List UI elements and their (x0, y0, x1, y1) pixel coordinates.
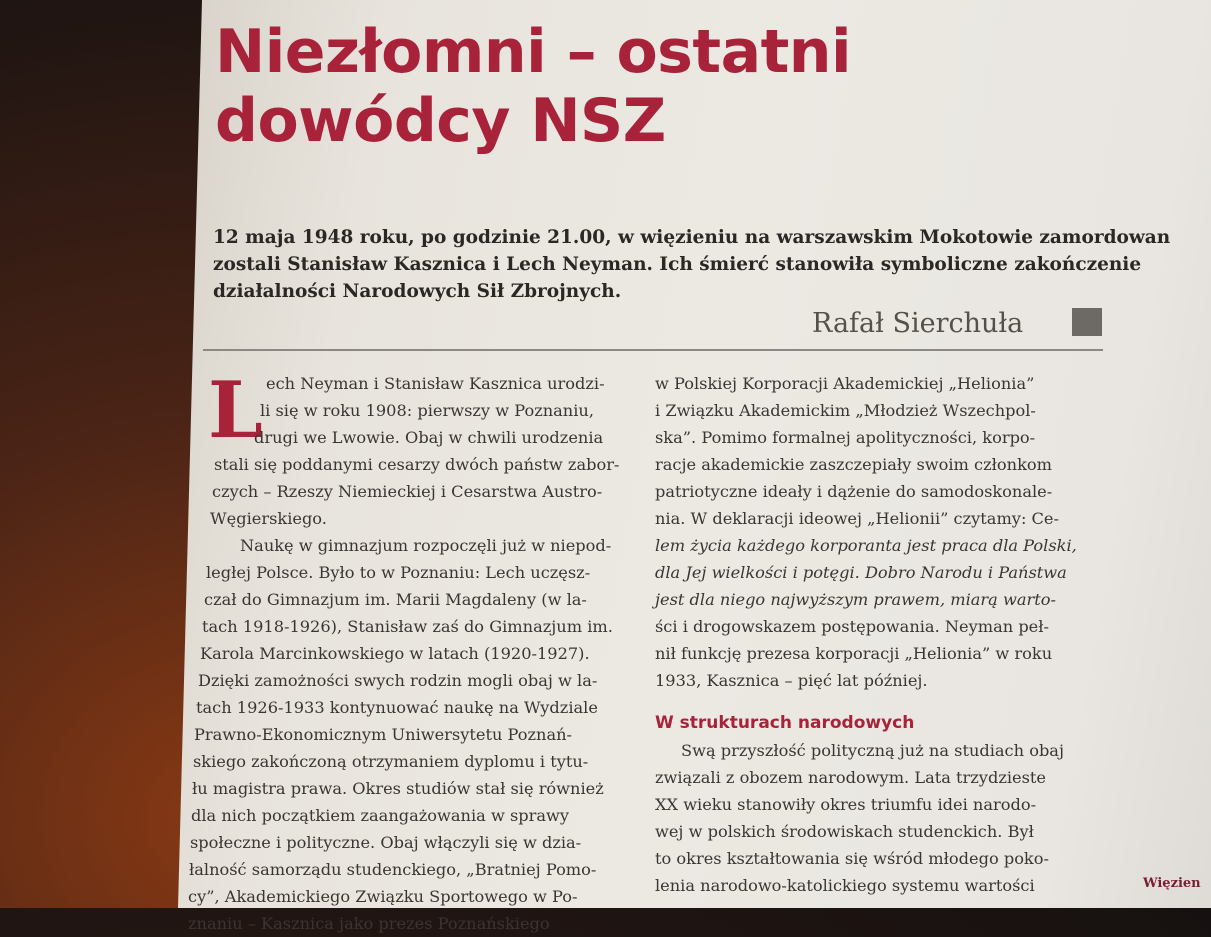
author-name: Rafał Sierchuła (812, 308, 1024, 339)
title-line-2: dowódcy NSZ (215, 86, 666, 156)
col1-line: ległej Polsce. Było to w Poznaniu: Lech uczęsz- (206, 563, 591, 582)
col1-line: tach 1918-1926), Stanisław zaś do Gimnazjum im. (202, 617, 613, 636)
lead-line-2: zostali Stanisław Kasznica i Lech Neyman. Ich śmierć stanowiła symboliczne zakończenie (213, 254, 1142, 275)
col1-line: li się w roku 1908: pierwszy w Poznaniu, (260, 401, 594, 420)
col1-line: skiego zakończoną otrzymaniem dyplomu i tytu- (193, 752, 589, 771)
col2-line: lenia narodowo-katolickiego systemu wartości (655, 876, 1035, 895)
col1-line: czał do Gimnazjum im. Marii Magdaleny (w la- (204, 590, 587, 609)
col2-line: w Polskiej Korporacji Akademickiej „Helionia” (655, 374, 1035, 393)
col2-line: nił funkcję prezesa korporacji „Helionia” w roku (655, 644, 1053, 663)
article-lead (213, 224, 1211, 305)
col1-line: łalność samorządu studenckiego, „Bratniej Pomo- (189, 860, 597, 879)
col1-line: Węgierskiego. (210, 509, 327, 528)
col2-line: nia. W deklaracji ideowej „Helionii” czytamy: Ce- (655, 509, 1059, 528)
lead-line-3: działalności Narodowych Sił Zbrojnych. (213, 281, 622, 302)
col2-line: XX wieku stanowiły okres triumfu idei narodo- (655, 795, 1037, 814)
col1-line: Naukę w gimnazjum rozpoczęli już w niepod- (240, 536, 612, 555)
col2-line: ści i drogowskazem postępowania. Neyman peł- (655, 617, 1049, 636)
col1-line: społeczne i polityczne. Obaj włączyli się w dzia- (190, 833, 582, 852)
lead-line-1: 12 maja 1948 roku, po godzinie 21.00, w więzieniu na warszawskim Mokotowie zamordowan (213, 227, 1171, 248)
col1-line: drugi we Lwowie. Obaj w chwili urodzenia (254, 428, 604, 447)
col1-line: Dzięki zamożności swych rodzin mogli obaj w la- (198, 671, 598, 690)
col2-line: Swą przyszłość polityczną już na studiach obaj (681, 741, 1064, 760)
col2-line: ska”. Pomimo formalnej apolityczności, korpo- (655, 428, 1036, 447)
col1-line: łu magistra prawa. Okres studiów stał się również (192, 779, 604, 798)
col2-line: lem życia każdego korporanta jest praca dla Polski, (655, 536, 1077, 555)
col1-line: stali się poddanymi cesarzy dwóch państw zabor- (214, 455, 620, 474)
author-end-mark (1072, 308, 1102, 336)
title-line-1: Niezłomni – ostatni (215, 17, 852, 87)
col2-line: wej w polskich środowiskach studenckich. Był (655, 822, 1034, 841)
column-1 (188, 365, 638, 937)
col2-line: patriotyczne ideały i dążenie do samodoskonale- (655, 482, 1053, 501)
col1-line: cy”, Akademickiego Związku Sportowego w Po- (188, 887, 578, 906)
col1-line: czych – Rzeszy Niemieckiej i Cesarstwa Austro- (212, 482, 603, 501)
col1-line: dla nich początkiem zaangażowania w sprawy (191, 806, 570, 825)
column-2 (655, 370, 1105, 899)
col2-line: i Związku Akademickim „Młodzież Wszechpol- (655, 401, 1036, 420)
col1-line: tach 1926-1933 kontynuować naukę na Wydziale (196, 698, 598, 717)
col2-line: jest dla niego najwyższym prawem, miarą warto- (655, 590, 1056, 609)
col2-line: to okres kształtowania się wśród młodego poko- (655, 849, 1049, 868)
col2-line: dla Jej wielkości i potęgi. Dobro Narodu i Państwa (655, 563, 1067, 582)
article-title (215, 18, 851, 156)
col1-line: ech Neyman i Stanisław Kasznica urodzi- (266, 374, 605, 393)
header-divider (203, 349, 1103, 351)
col2-line: 1933, Kasznica – pięć lat później. (655, 671, 928, 690)
section-subheading: W strukturach narodowych (655, 713, 915, 733)
col1-line: znaniu – Kasznica jako prezes Poznańskiego (188, 914, 550, 933)
col1-line: Karola Marcinkowskiego w latach (1920-1927). (200, 644, 590, 663)
drop-cap: L (208, 365, 263, 456)
col2-line: związali z obozem narodowym. Lata trzydzieste (655, 768, 1046, 787)
col2-line: racje akademickie zaszczepiały swoim członkom (655, 455, 1052, 474)
col1-line: Prawno-Ekonomicznym Uniwersytetu Poznań- (194, 725, 573, 744)
sidebar-caption: Więzien (1143, 876, 1201, 891)
